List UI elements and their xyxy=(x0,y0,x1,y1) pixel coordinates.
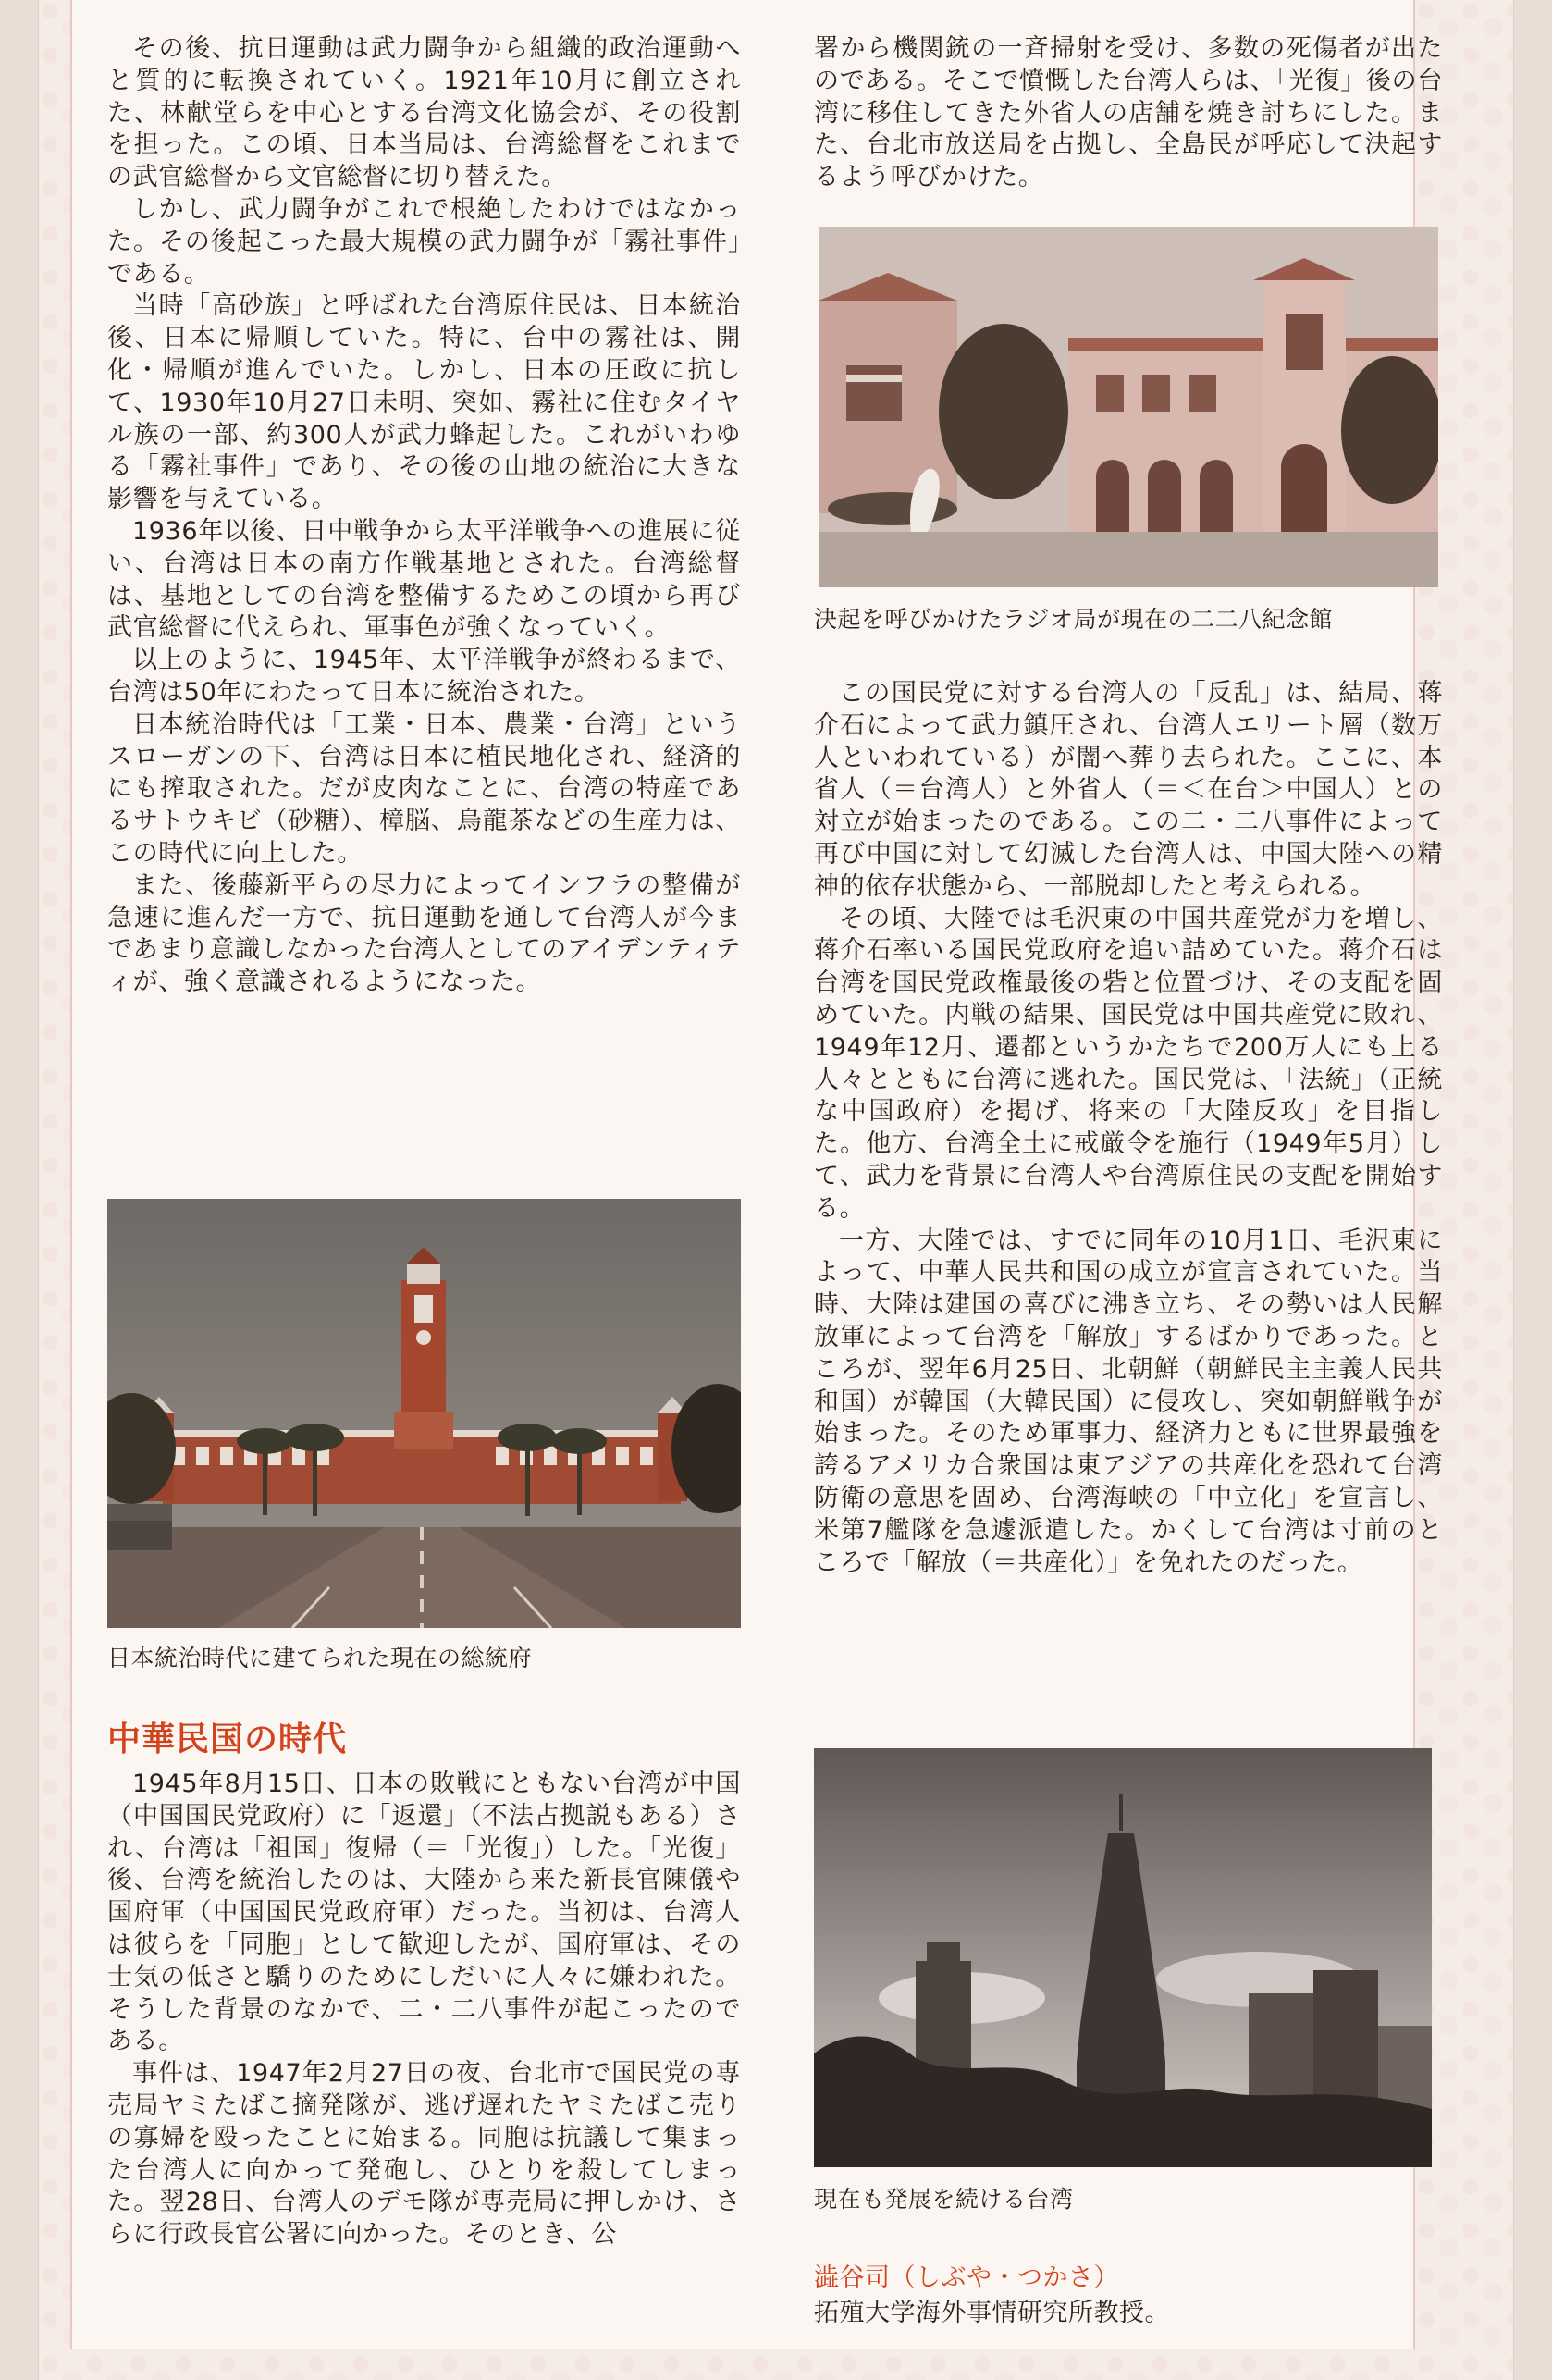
author-name: 澁谷司（しぶや・つかさ） xyxy=(814,2263,1119,2292)
paragraph: その後、抗日運動は武力闘争から組織的政治運動へと質的に転換されていく。1921年10月に創立された、林献堂らを中心とする台湾文化協会が、その役割を担った。この頃、日本当局は、台湾総督をこれまでの武官総督から文官総督に切り替えた。 xyxy=(107,34,741,192)
right-column-text-middle xyxy=(814,678,1443,1579)
paragraph: 一方、大陸では、すでに同年の10月1日、毛沢東によって、中華人民共和国の成立が宣言されていた。当時、大陸は建国の喜びに沸き立ち、その勢いは人民解放軍によって台湾を「解放」するばかりであった。ところが、翌年6月25日、北朝鮮（朝鮮民主主義人民共和国）が韓国（大韓民国）に侵攻し、突如朝鮮戦争が始まった。そのため軍事力、経済力ともに世界最強を誇るアメリカ合衆国は東アジアの共産化を恐れて台湾防衛の意思を固め、台湾海峡の「中立化」を宣言し、米第7艦隊を急遽派遣した。かくして台湾は寸前のところで「解放（＝共産化）」を免れたのだった。 xyxy=(814,1226,1443,1577)
paragraph: 当時「高砂族」と呼ばれた台湾原住民は、日本統治後、日本に帰順していた。特に、台中の霧社は、開化・帰順が進んでいた。しかし、日本の圧政に抗して、1930年10月27日未明、突如、霧社に住むタイヤル族の一部、約300人が武力蜂起した。これがいわゆる「霧社事件」であり、その後の山地の統治に大きな影響を与えている。 xyxy=(107,291,741,514)
paragraph: その頃、大陸では毛沢東の中国共産党が力を増し、蒋介石率いる国民党政府を追い詰めていた。蒋介石は台湾を国民党政権最後の砦と位置づけ、その支配を固めていた。内戦の結果、国民党は中国共産党に敗れ、1949年12月、遷都というかたちで200万人にも上る人々とともに台湾に逃れた。国民党は、「法統」（正統な中国政府）を掲げ、将来の「大陸反攻」を目指した。他方、台湾全土に戒厳令を施行（1949年5月）して、武力を背景に台湾人や台湾原住民の支配を開始する。 xyxy=(814,904,1443,1223)
paragraph: 以上のように、1945年、太平洋戦争が終わるまで、台湾は50年にわたって日本に統治された。 xyxy=(107,646,741,707)
memorial-hall-photo xyxy=(819,227,1438,587)
left-column-text-bottom xyxy=(107,1769,741,2251)
author-affiliation: 拓殖大学海外事情研究所教授。 xyxy=(814,2299,1170,2327)
photo-caption-memorial-hall: 決起を呼びかけたラジオ局が現在の二二八紀念館 xyxy=(814,606,1334,633)
paragraph: しかし、武力闘争がこれで根絶したわけではなかった。その後起こった最大規模の武力闘争が「霧社事件」である。 xyxy=(107,194,741,289)
paragraph: 1945年8月15日、日本の敗戦にともない台湾が中国（中国国民党政府）に「返還」（不法占拠説もある）され、台湾は「祖国」復帰（＝「光復」）した。「光復」後、台湾を統治したのは、大陸から来た新長官陳儀や国府軍（中国国民党政府軍）だった。当初は、台湾人は彼らを「同胞」として歓迎したが、国府軍は、その士気の低さと驕りのためにしだいに人々に嫌われた。そうした背景のなかで、二・二八事件が起こったのである。 xyxy=(107,1770,741,2056)
photo-caption-taipei: 現在も発展を続ける台湾 xyxy=(814,2186,1074,2213)
paragraph: また、後藤新平らの尽力によってインフラの整備が急速に進んだ一方で、抗日運動を通して台湾人が今まであまり意識しなかった台湾人としてのアイデンティティが、強く意識されるようになった。 xyxy=(107,870,741,997)
paragraph: 日本統治時代は「工業・日本、農業・台湾」というスローガンの下、台湾は日本に植民地化され、経済的にも搾取された。だが皮肉なことに、台湾の特産であるサトウキビ（砂糖）、樟脳、烏龍茶などの生産力は、この時代に向上した。 xyxy=(107,709,741,868)
right-column-text-top xyxy=(814,33,1443,194)
photo-caption-presidential-office: 日本統治時代に建てられた現在の総統府 xyxy=(107,1645,533,1671)
paragraph: 事件は、1947年2月27日の夜、台北市で国民党の専売局ヤミたばこ摘発隊が、逃げ遅れたヤミたばこ売りの寡婦を殴ったことに始まる。同胞は抗議して集まった台湾人に向かって発砲し、ひとりを殺してしまった。翌28日、台湾人のデモ隊が専売局に押しかけ、さらに行政長官公署に向かった。そのとき、公 xyxy=(107,2059,741,2250)
presidential-office-photo xyxy=(107,1199,741,1628)
paragraph: この国民党に対する台湾人の「反乱」は、結局、蒋介石によって武力鎮圧され、台湾人エリート層（数万人といわれている）が闇へ葬り去られた。ここに、本省人（＝台湾人）と外省人（＝＜在台＞中国人）との対立が始まったのである。この二・二八事件によって再び中国に対して幻滅した台湾人は、中国大陸への精神的依存状態から、一部脱却したと考えられる。 xyxy=(814,679,1443,901)
paragraph: 1936年以後、日中戦争から太平洋戦争への進展に従い、台湾は日本の南方作戦基地とされた。台湾総督は、基地としての台湾を整備するためこの頃から再び武官総督に代えられ、軍事色が強くなっていく。 xyxy=(107,516,741,643)
section-heading: 中華民国の時代 xyxy=(107,1720,348,1758)
left-column-text-top xyxy=(107,33,741,999)
paragraph-continued: 署から機関銃の一斉掃射を受け、多数の死傷者が出たのである。そこで憤慨した台湾人らは、「光復」後の台湾に移住してきた外省人の店舗を焼き討ちにした。また、台北市放送局を占拠し、全島民が呼応して決起するよう呼びかけた。 xyxy=(814,34,1443,192)
taipei-skyline-photo xyxy=(814,1748,1432,2167)
